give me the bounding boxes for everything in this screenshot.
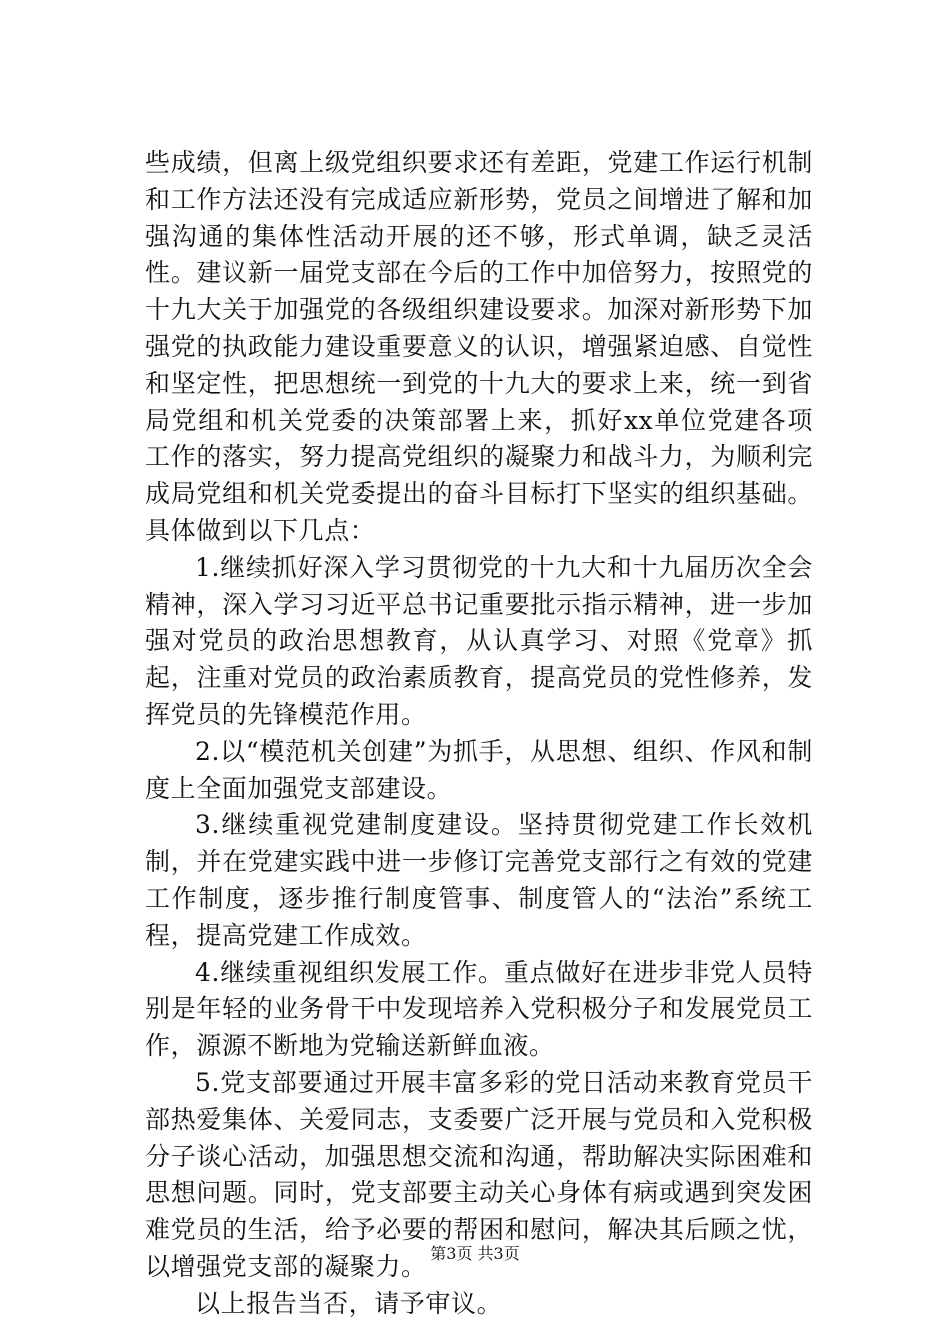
- page-number: 第3页 共3页: [430, 1244, 520, 1263]
- paragraph-continuation: 些成绩，但离上级党组织要求还有差距，党建工作运行机制和工作方法还没有完成适应新形势，党员之间增进了解和加强沟通的集体性活动开展的还不够，形式单调，缺乏灵活性。建议新一届党支部在今后的工作中加倍努力，按照党的十九大关于加强党的各级组织建设要求。加深对新形势下加强党的执政能力建设重要意义的认识，增强紧迫感、自觉性和坚定性，把思想统一到党的十九大的要求上来，统一到省局党组和机关党委的决策部署上来，抓好xx单位党建各项工作的落实，努力提高党组织的凝聚力和战斗力，为顺利完成局党组和机关党委提出的奋斗目标打下坚实的组织基础。具体做到以下几点：: [145, 148, 813, 545]
- page-footer: [0, 1244, 950, 1264]
- paragraph-item-4: 4.继续重视组织发展工作。重点做好在进步非党人员特别是年轻的业务骨干中发现培养入党积极分子和发展党员工作，源源不断地为党输送新鲜血液。: [145, 957, 813, 1061]
- paragraph-item-2: 2.以“模范机关创建”为抓手，从思想、组织、作风和制度上全面加强党支部建设。: [145, 736, 813, 803]
- paragraph-item-3: 3.继续重视党建制度建设。坚持贯彻党建工作长效机制，并在党建实践中进一步修订完善党支部行之有效的党建工作制度，逐步推行制度管事、制度管人的“法治”系统工程，提高党建工作成效。: [145, 810, 813, 950]
- paragraph-item-1: 1.继续抓好深入学习贯彻党的十九大和十九届历次全会精神，深入学习习近平总书记重要批示指示精神，进一步加强对党员的政治思想教育，从认真学习、对照《党章》抓起，注重对党员的政治素质教育，提高党员的党性修养，发挥党员的先锋模范作用。: [145, 552, 813, 729]
- document-body: [145, 145, 813, 1323]
- paragraph-closing: 以上报告当否，请予审议。: [195, 1288, 503, 1318]
- paragraph-item-5: 5.党支部要通过开展丰富多彩的党日活动来教育党员干部热爱集体、关爱同志，支委要广泛开展与党员和入党积极分子谈心活动，加强思想交流和沟通，帮助解决实际困难和思想问题。同时，党支部要主动关心身体有病或遇到突发困难党员的生活，给予必要的帮困和慰问，解决其后顾之忧，以增强党支部的凝聚力。: [145, 1067, 813, 1281]
